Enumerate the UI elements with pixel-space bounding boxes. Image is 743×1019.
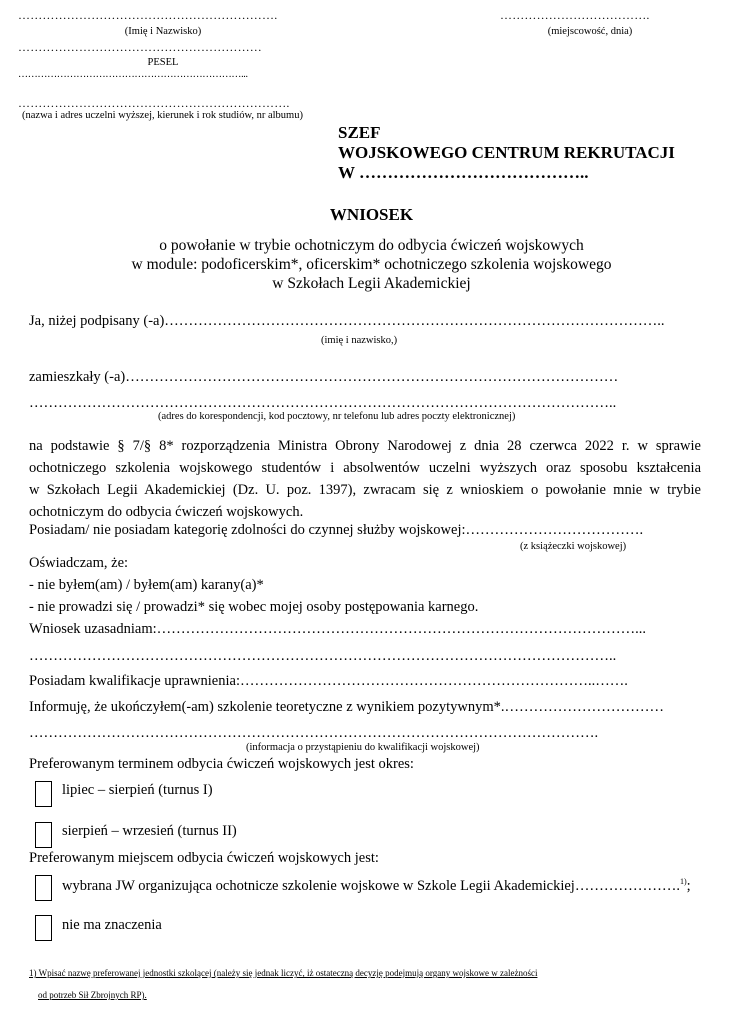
justification-dots[interactable]: …………………………………………………………………………………………………………..: [29, 648, 617, 664]
subtitle-line-2: w module: podoficerskim*, oficerskim* ochotniczego szkolenia wojskowego: [131, 256, 612, 273]
paragraph-line-1: na podstawie § 7/§ 8* rozporządzenia Ministra Obrony Narodowej z dnia 28 czerwca 2022 r. w sprawie: [29, 438, 701, 454]
paragraph-line-2: ochotniczego szkolenia wojskowego studentów i absolwentów uczelni wyższych oraz sposobu kształcenia: [29, 460, 701, 476]
footnote-line-2: od potrzeb Sił Zbrojnych RP).: [38, 990, 147, 1000]
category-line[interactable]: Posiadam/ nie posiadam kategorię zdolności do czynnej służby wojskowej:……………………………….: [29, 522, 644, 538]
paragraph-line-3: w Szkołach Legii Akademickiej (Dz. U. poz. 1397), zwracam się z wnioskiem o powołanie mnie w trybie: [29, 482, 701, 498]
place-1-label: [62, 877, 691, 895]
addressee-line-2: WOJSKOWEGO CENTRUM REKRUTACJI: [338, 143, 675, 162]
category-caption: (z książeczki wojskowej): [520, 541, 627, 552]
addressee-line-3: W …………………………………..: [338, 163, 589, 182]
term-1-label: lipiec – sierpień (turnus I): [62, 782, 213, 798]
place-2-label: nie ma znaczenia: [62, 917, 162, 933]
training-dots[interactable]: ……………………………………………………………………………………………………….: [29, 725, 599, 741]
residing-line[interactable]: zamieszkały (-a)…………………………………………………………………………………………: [29, 369, 619, 385]
training-line[interactable]: Informuję, że ukończyłem(-am) szkolenie teoretyczne z wynikiem pozytywnym*.……………………………: [29, 699, 665, 715]
legal-paragraph: [29, 435, 701, 523]
declaration-item-2[interactable]: - nie prowadzi się / prowadzi* się wobec mojej osoby postępowania karnego.: [29, 599, 479, 615]
residing-caption: (adres do korespondencji, kod pocztowy, nr telefonu lub adres poczty elektronicznej): [158, 411, 516, 422]
university-dots-2[interactable]: ………………………………………………………….: [18, 96, 290, 110]
signed-line[interactable]: Ja, niżej podpisany (-a)…………………………………………………………………………………………..: [29, 313, 665, 329]
place-date-caption: (miejscowość, dnia): [547, 26, 633, 37]
term-label: Preferowanym terminem odbycia ćwiczeń wojskowych jest okres:: [29, 756, 414, 772]
residing-dots[interactable]: …………………………………………………………………………………………………………..: [29, 395, 617, 411]
place-1-checkbox[interactable]: [35, 875, 52, 901]
justification-line[interactable]: Wniosek uzasadniam:………………………………………………………………………………………...: [29, 621, 647, 637]
declaration-heading: Oświadczam, że:: [29, 555, 129, 571]
pesel-dots[interactable]: ……………………………………………………: [18, 40, 262, 54]
document-title: WNIOSEK: [329, 205, 414, 224]
subtitle-line-3: w Szkołach Legii Akademickiej: [272, 275, 471, 292]
term-2-checkbox[interactable]: [35, 822, 52, 848]
document-subtitle: [0, 236, 743, 293]
training-caption: (informacja o przystąpieniu do kwalifikacji wojskowej): [246, 742, 480, 753]
place-2-checkbox[interactable]: [35, 915, 52, 941]
place-date-dots[interactable]: ……………………………….: [500, 8, 650, 22]
addressee-line-1: SZEF: [338, 123, 381, 142]
name-dots[interactable]: ……………………………………………………….: [18, 8, 278, 22]
place-label: Preferowanym miejscem odbycia ćwiczeń wojskowych jest:: [29, 850, 379, 866]
footnote-line-1: 1) Wpisać nazwę preferowanej jednostki szkolącej (należy się jednak liczyć, iż ostateczną decyzję podejmują organy wojskowe w zależności: [29, 968, 538, 978]
university-caption: (nazwa i adres uczelni wyższej, kierunek i rok studiów, nr albumu): [22, 110, 303, 121]
place-1-tail: ;: [686, 877, 691, 894]
place-1-footnote-mark: 1): [679, 877, 687, 886]
subtitle-line-1: o powołanie w trybie ochotniczym do odbycia ćwiczeń wojskowych: [159, 237, 584, 254]
signed-caption: (imię i nazwisko,): [321, 335, 398, 346]
addressee-block: [338, 123, 675, 183]
qualifications-line[interactable]: Posiadam kwalifikacje uprawnienia:………………………………………………………………..…….: [29, 673, 628, 689]
paragraph-line-4: ochotniczym do odbycia ćwiczeń wojskowych.: [29, 504, 304, 520]
university-dots-1[interactable]: ……………………………………………………………...: [18, 69, 248, 80]
term-1-checkbox[interactable]: [35, 781, 52, 807]
term-2-label: sierpień – wrzesień (turnus II): [62, 823, 237, 839]
name-caption: (Imię i Nazwisko): [124, 26, 202, 37]
place-1-text: wybrana JW organizująca ochotnicze szkolenie wojskowe w Szkole Legii Akademickiej………………….: [62, 877, 680, 894]
declaration-item-1[interactable]: - nie byłem(am) / byłem(am) karany(a)*: [29, 577, 264, 593]
pesel-caption: PESEL: [147, 57, 179, 68]
